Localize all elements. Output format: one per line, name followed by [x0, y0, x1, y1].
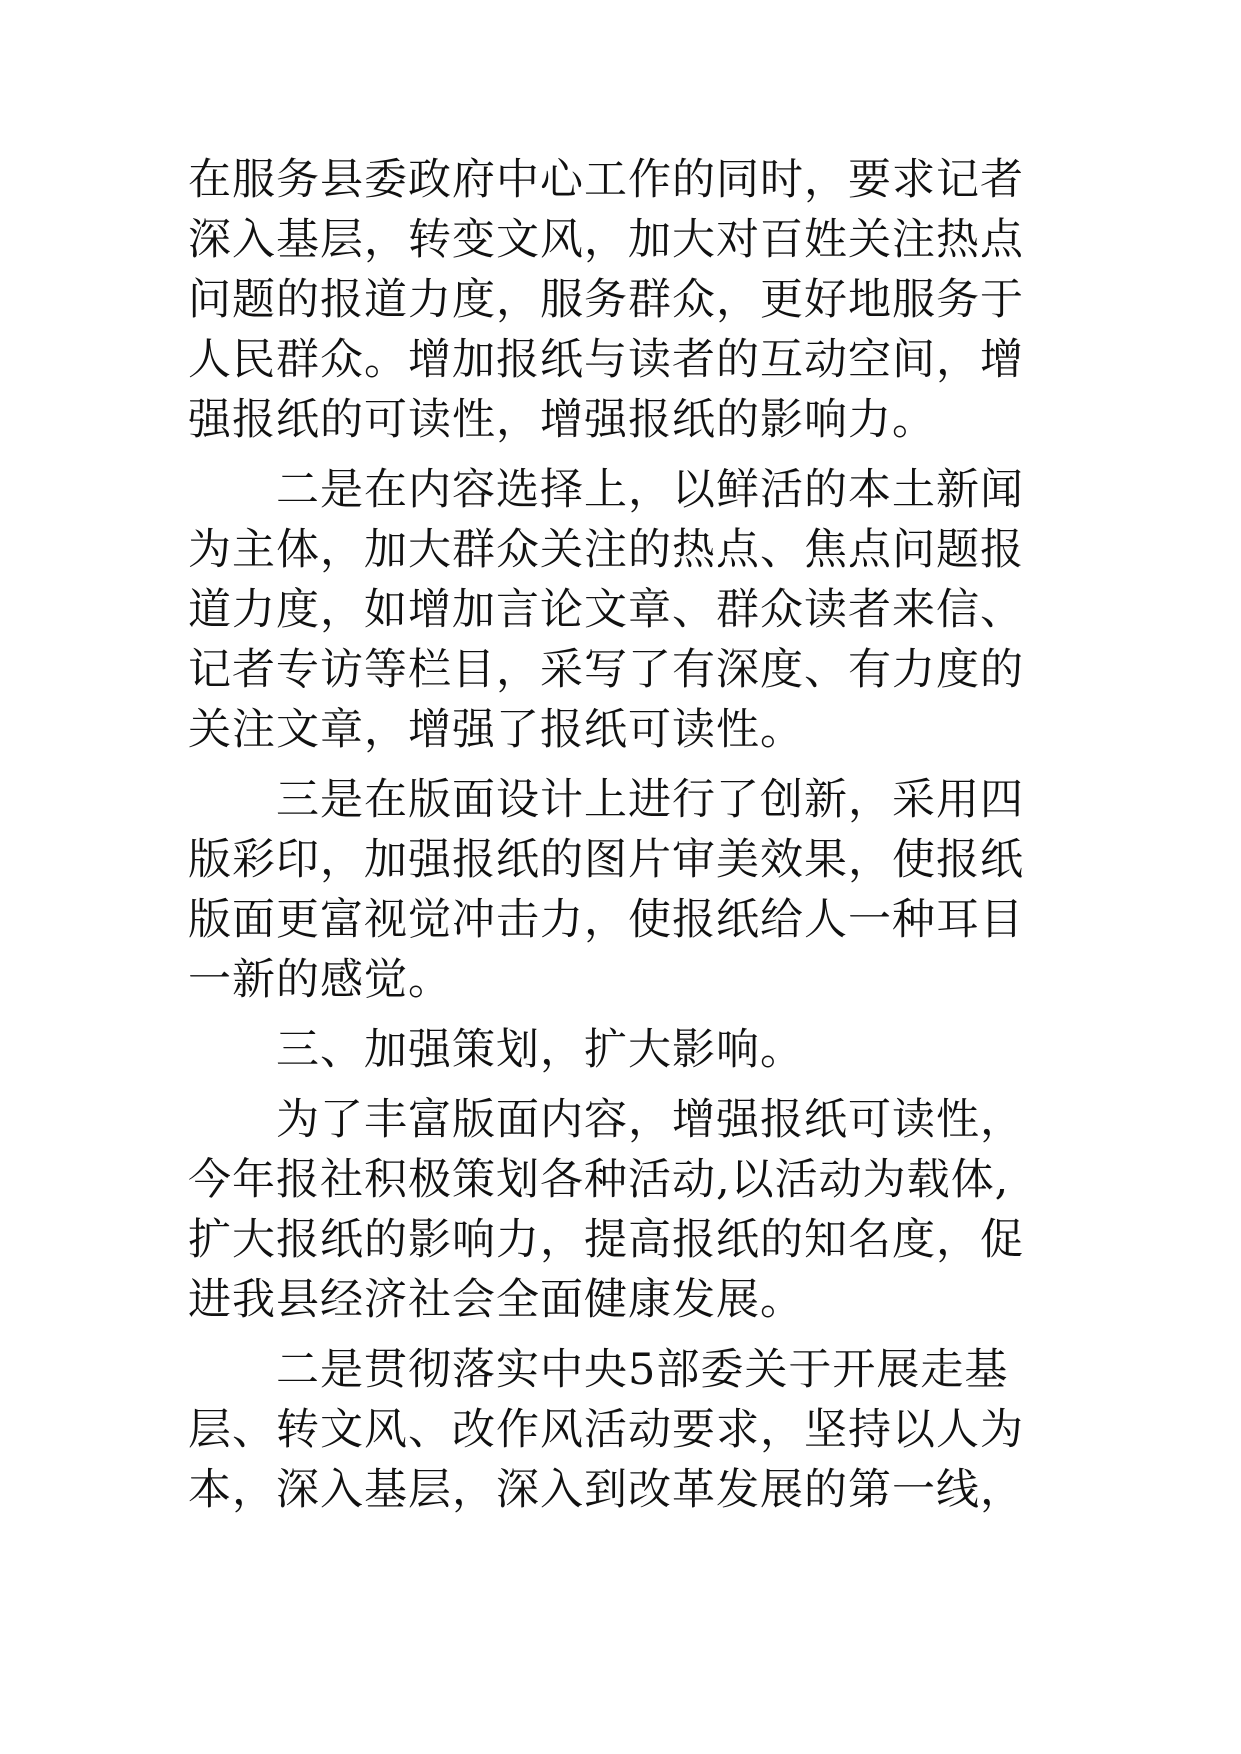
text-line: 为主体，加大群众关注的热点、焦点问题报	[188, 525, 1024, 575]
text-line: 在服务县委政府中心工作的同时，要求记者	[188, 155, 1024, 205]
text-line: 进我县经济社会全面健康发展。	[188, 1275, 804, 1325]
text-line: 强报纸的可读性，增强报纸的影响力。	[188, 395, 936, 445]
text-line: 一新的感觉。	[188, 955, 452, 1005]
text-line: 今年报社积极策划各种活动,以活动为载体,	[188, 1155, 1010, 1205]
paragraph-gap	[188, 450, 1068, 460]
paragraph-gap	[188, 760, 1068, 770]
text-line: 三、加强策划，扩大影响。	[188, 1025, 804, 1075]
text-line: 版彩印，加强报纸的图片审美效果，使报纸	[188, 835, 1024, 885]
text-line: 本，深入基层，深入到改革发展的第一线，	[188, 1465, 1024, 1515]
text-line: 人民群众。增加报纸与读者的互动空间，增	[188, 335, 1024, 385]
text-line: 记者专访等栏目，采写了有深度、有力度的	[188, 645, 1024, 695]
text-line: 版面更富视觉冲击力，使报纸给人一种耳目	[188, 895, 1024, 945]
text-line: 问题的报道力度，服务群众，更好地服务于	[188, 275, 1024, 325]
text-line: 道力度，如增加言论文章、群众读者来信、	[188, 585, 1024, 635]
text-line: 三是在版面设计上进行了创新，采用四	[188, 775, 1024, 825]
text-line: 层、转文风、改作风活动要求，坚持以人为	[188, 1405, 1024, 1455]
text-line: 二是贯彻落实中央5部委关于开展走基	[188, 1345, 1009, 1395]
text-line: 深入基层，转变文风，加大对百姓关注热点	[188, 215, 1024, 265]
text-line: 关注文章，增强了报纸可读性。	[188, 705, 804, 755]
paragraph-gap	[188, 1080, 1068, 1090]
paragraph-gap	[188, 1010, 1068, 1020]
text-line: 扩大报纸的影响力，提高报纸的知名度，促	[188, 1215, 1024, 1265]
paragraph-gap	[188, 1330, 1068, 1340]
text-line: 二是在内容选择上，以鲜活的本土新闻	[188, 465, 1024, 515]
body-text	[188, 150, 1068, 1520]
text-line: 为了丰富版面内容，增强报纸可读性，	[188, 1095, 1024, 1145]
